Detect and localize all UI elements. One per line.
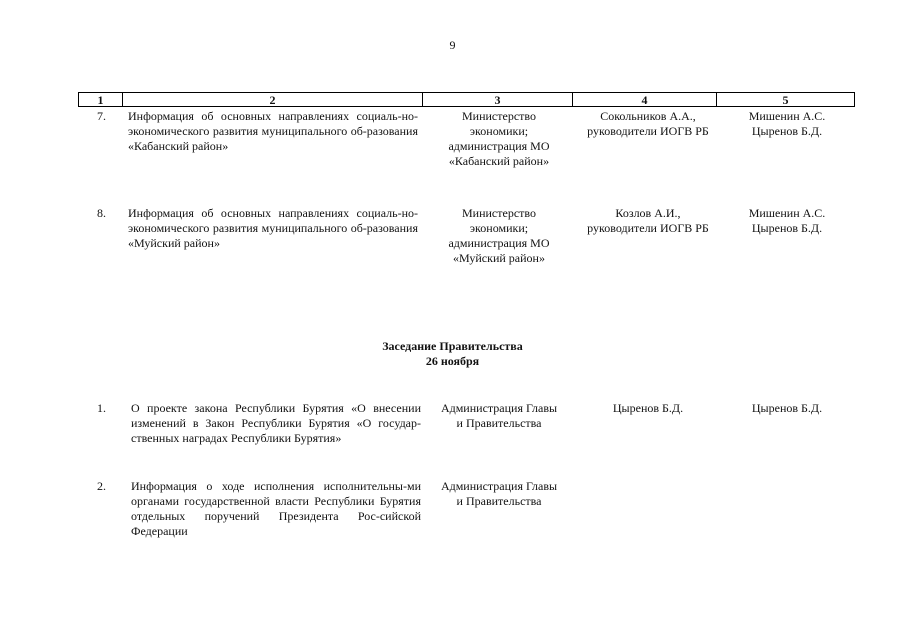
column-header-1: 1 (79, 93, 123, 107)
section-heading (0, 339, 905, 369)
row-speaker: Козлов А.И., руководители ИОГВ РБ (587, 206, 709, 235)
row-curator: Цыренов Б.Д. (751, 401, 823, 415)
column-header-5: 5 (717, 93, 855, 107)
row-curator: Мишенин А.С. Цыренов Б.Д. (748, 109, 826, 138)
row-responsible: Администрация Главы и Правительства (440, 401, 558, 430)
section-date: 26 ноября (425, 354, 480, 368)
row-description: О проекте закона Республики Бурятия «О внесении изменений в Закон Республики Бурятия «О государ-ственных наградах Республики Бурятия» (131, 401, 421, 445)
column-header-4: 4 (573, 93, 717, 107)
row-number: 2. (97, 479, 106, 493)
row-description: Информация об основных направлениях социаль-но-экономического развития муниципального об-разования «Муйский район» (128, 206, 418, 250)
page-number: 9 (449, 38, 456, 52)
row-speaker: Сокольников А.А., руководители ИОГВ РБ (587, 109, 709, 138)
row-number: 8. (97, 206, 106, 220)
column-header-2: 2 (123, 93, 423, 107)
row-curator: Мишенин А.С. Цыренов Б.Д. (748, 206, 826, 235)
column-header-3: 3 (423, 93, 573, 107)
row-number: 7. (97, 109, 106, 123)
section-title: Заседание Правительства (382, 339, 523, 353)
row-responsible: Администрация Главы и Правительства (440, 479, 558, 508)
column-header-row (79, 93, 855, 107)
row-speaker: Цыренов Б.Д. (612, 401, 684, 415)
row-description: Информация о ходе исполнения исполнительны-ми органами государственной власти Республики Бурятия отдельных поручений Президента Рос-сийской Федерации (131, 479, 421, 538)
row-responsible: Министерство экономики; администрация МО «Кабанский район» (448, 109, 550, 168)
row-description: Информация об основных направлениях социаль-но-экономического развития муниципального об-разования «Кабанский район» (128, 109, 418, 153)
column-header-table (78, 92, 855, 107)
row-number: 1. (97, 401, 106, 415)
row-responsible: Министерство экономики; администрация МО «Муйский район» (448, 206, 550, 265)
